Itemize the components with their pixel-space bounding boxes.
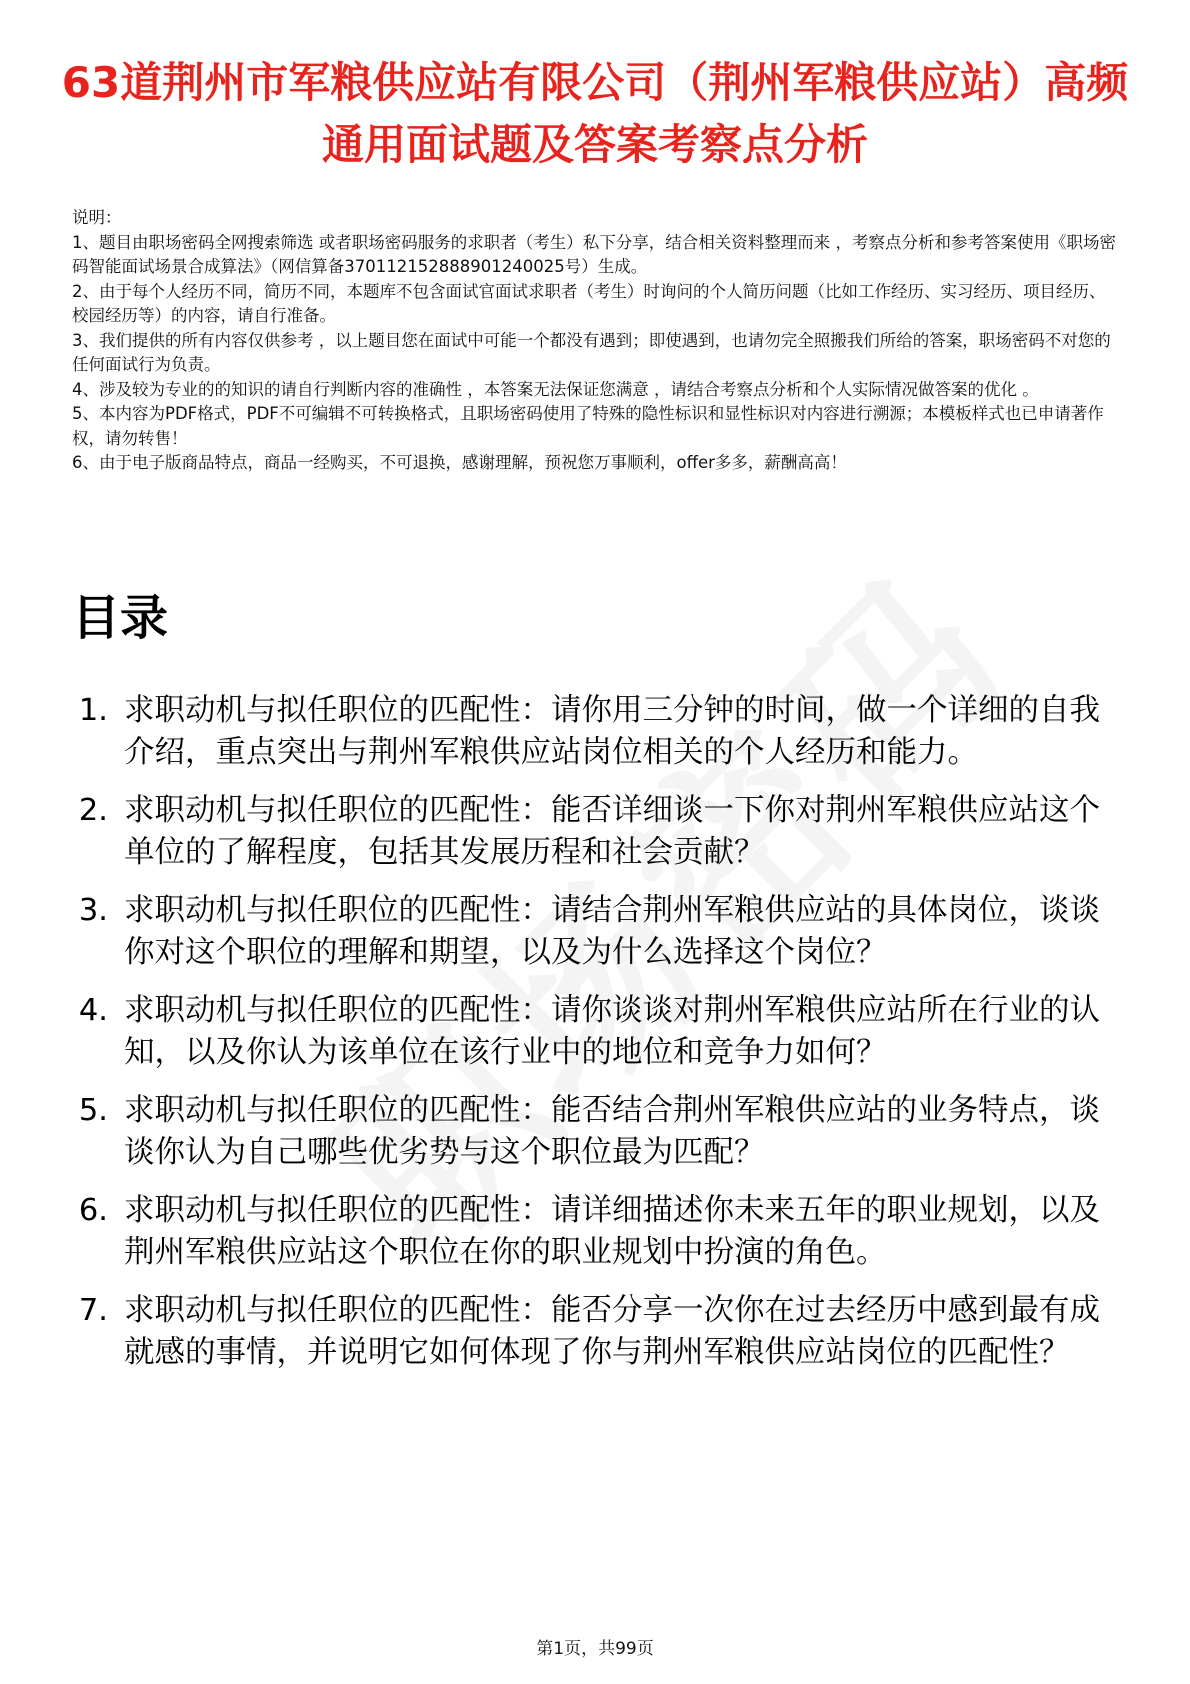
toc-item-number: 4. [78, 993, 108, 1028]
toc-item-number: 2. [78, 793, 108, 828]
note-item: 3、我们提供的所有内容仅供参考 ，以上题目您在面试中可能一个都没有遇到；即使遇到，也请勿完全照搬我们所给的答案，职场密码不对您的任何面试行为负责。 [72, 330, 1111, 374]
toc-item-number: 6. [78, 1193, 108, 1228]
toc-item[interactable] [72, 690, 1120, 774]
note-item: 6、由于电子版商品特点，商品一经购买，不可退换，感谢理解，预祝您万事顺利，offer多多，薪酬高高！ [72, 453, 847, 472]
toc-item-number: 1. [78, 693, 108, 728]
toc-item-text: 求职动机与拟任职位的匹配性：请你谈谈对荆州军粮供应站所在行业的认知，以及你认为该单位在该行业中的地位和竞争力如何？ [124, 993, 1100, 1070]
toc-item[interactable] [72, 990, 1120, 1074]
toc-list [72, 690, 1120, 1390]
toc-item-text: 求职动机与拟任职位的匹配性：能否分享一次你在过去经历中感到最有成就感的事情，并说明它如何体现了你与荆州军粮供应站岗位的匹配性？ [124, 1293, 1100, 1370]
toc-item-number: 3. [78, 893, 108, 928]
toc-item[interactable] [72, 1090, 1120, 1174]
note-item: 2、由于每个人经历不同，简历不同，本题库不包含面试官面试求职者（考生）时询问的个人简历问题（比如工作经历、实习经历、项目经历、校园经历等）的内容，请自行准备。 [72, 281, 1106, 325]
toc-item-text: 求职动机与拟任职位的匹配性：能否详细谈一下你对荆州军粮供应站这个单位的了解程度，包括其发展历程和社会贡献？ [124, 793, 1100, 870]
note-item: 1、题目由职场密码全网搜索筛选 或者职场密码服务的求职者（考生）私下分享，结合相关资料整理而来 ，考察点分析和参考答案使用《职场密码智能面试场景合成算法》（网信算备370112152888901240025号）生成。 [72, 232, 1116, 276]
toc-heading: 目录 [72, 590, 169, 646]
note-item: 4、涉及较为专业的的知识的请自行判断内容的准确性 ，本答案无法保证您满意 ，请结合考察点分析和个人实际情况做答案的优化 。 [72, 379, 1039, 399]
toc-item-number: 5. [78, 1093, 108, 1128]
toc-item[interactable] [72, 1190, 1120, 1274]
toc-item-text: 求职动机与拟任职位的匹配性：请你用三分钟的时间，做一个详细的自我介绍，重点突出与荆州军粮供应站岗位相关的个人经历和能力。 [124, 693, 1100, 770]
toc-item[interactable] [72, 790, 1120, 874]
note-item: 5、本内容为PDF格式，PDF不可编辑不可转换格式，且职场密码使用了特殊的隐性标识和显性标识对内容进行溯源；本模板样式也已申请著作权，请勿转售！ [72, 404, 1104, 448]
toc-item[interactable] [72, 1290, 1120, 1374]
toc-item-number: 7. [78, 1293, 108, 1328]
notes-heading: 说明： [72, 208, 122, 227]
toc-item-text: 求职动机与拟任职位的匹配性：能否结合荆州军粮供应站的业务特点，谈谈你认为自己哪些优劣势与这个职位最为匹配？ [124, 1093, 1100, 1170]
page-footer: 第1页，共99页 [536, 1639, 654, 1659]
document-title: 63道荆州市军粮供应站有限公司（荆州军粮供应站）高频通用面试题及答案考察点分析 [61, 58, 1129, 169]
notes-section [72, 206, 1118, 476]
toc-item[interactable] [72, 890, 1120, 974]
toc-item-text: 求职动机与拟任职位的匹配性：请详细描述你未来五年的职业规划，以及荆州军粮供应站这个职位在你的职业规划中扮演的角色。 [124, 1193, 1100, 1270]
toc-item-text: 求职动机与拟任职位的匹配性：请结合荆州军粮供应站的具体岗位，谈谈你对这个职位的理解和期望，以及为什么选择这个岗位？ [124, 893, 1100, 970]
